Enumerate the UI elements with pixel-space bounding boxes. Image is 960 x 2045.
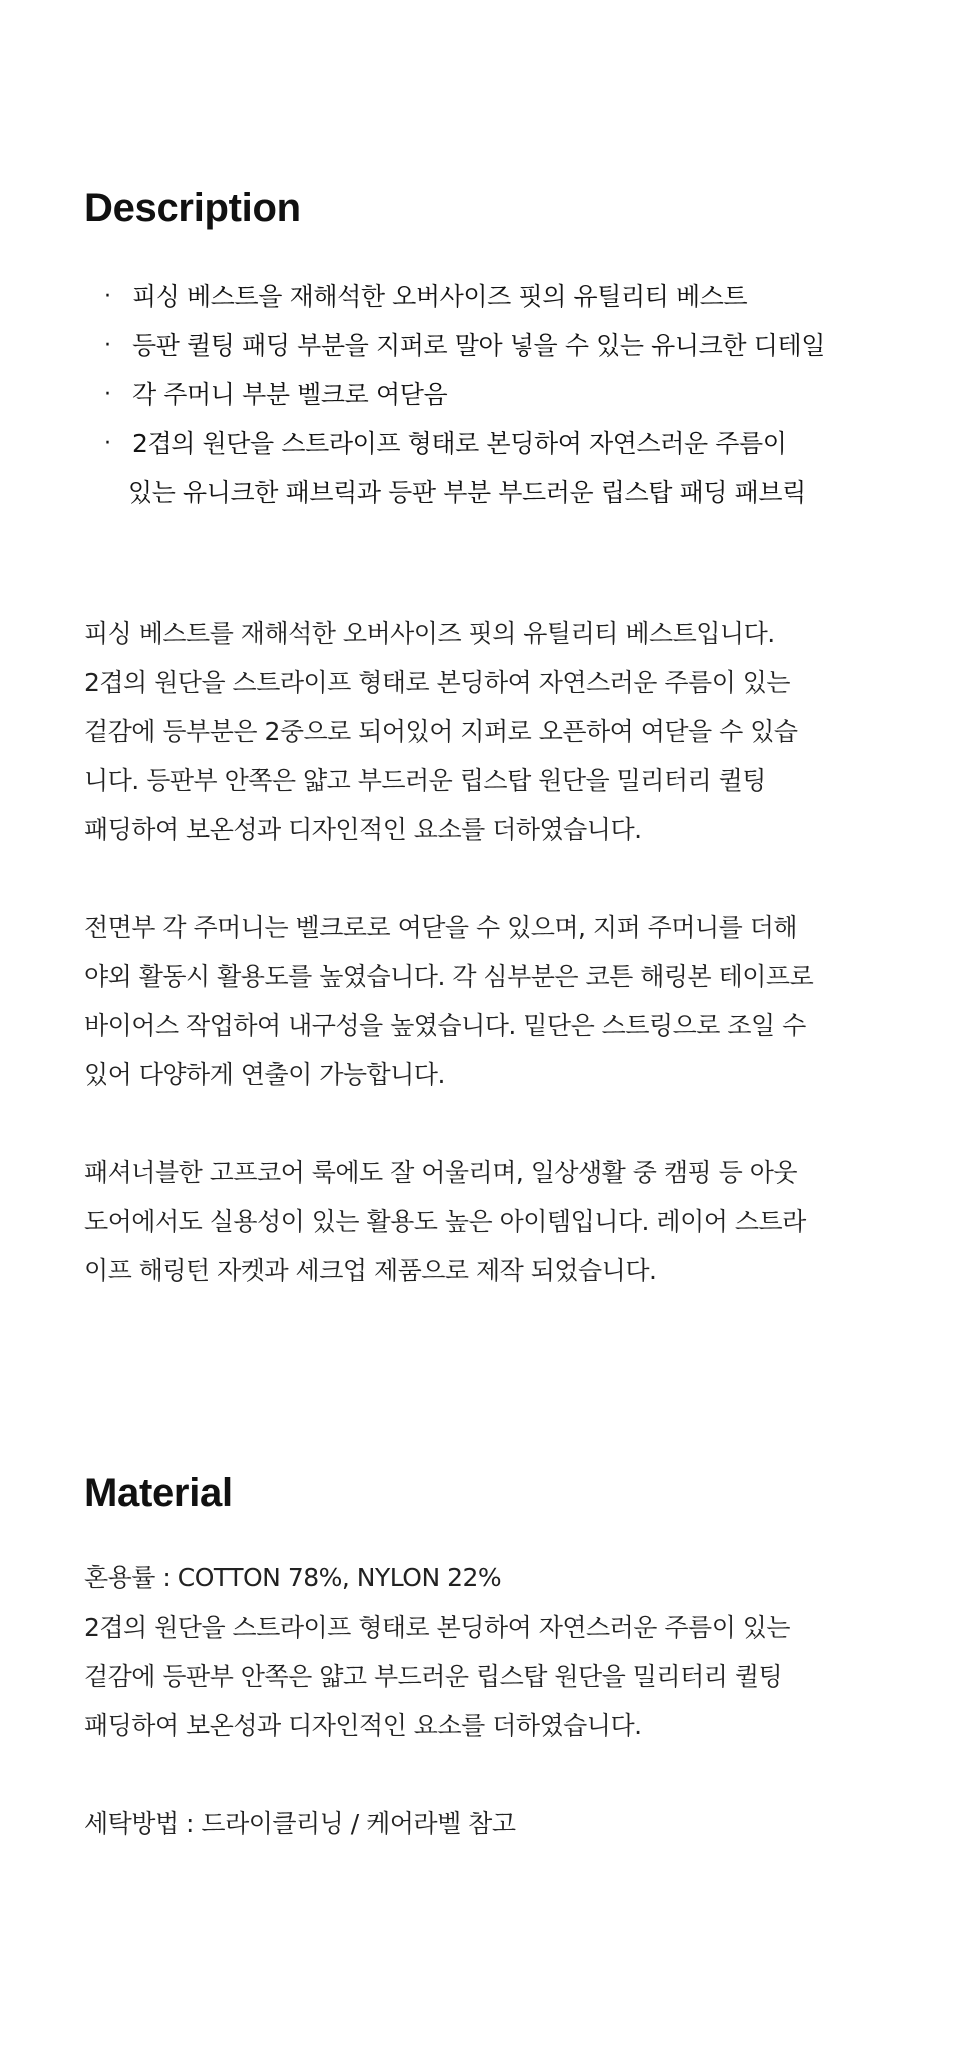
paragraph-line: 패셔너블한 고프코어 룩에도 잘 어울리며, 일상생활 중 캠핑 등 아웃 [84,1158,798,1187]
feature-item [104,321,904,370]
paragraph-line: 야외 활동시 활용도를 높였습니다. 각 심부분은 코튼 해링본 테이프로 [84,962,814,991]
paragraph-line: 패딩하여 보온성과 디자인적인 요소를 더하였습니다. [84,1711,642,1740]
material-heading: Material [84,1471,233,1515]
paragraph-line: 이프 해링턴 자켓과 세크업 제품으로 제작 되었습니다. [84,1256,657,1285]
paragraph-line: 2겹의 원단을 스트라이프 형태로 본딩하여 자연스러운 주름이 있는 [84,1613,791,1642]
feature-list [104,272,904,517]
bullet-marker: · [104,333,111,358]
bullet-marker: · [104,431,111,456]
description-paragraph [84,903,904,1099]
spacer [84,1750,904,1799]
feature-text: 피싱 베스트을 재해석한 오버사이즈 핏의 유틸리티 베스트 [132,282,748,311]
description-paragraph [84,1148,904,1295]
paragraph-line: 겉감에 등부분은 2중으로 되어있어 지퍼로 오픈하여 여닫을 수 있습 [84,717,798,746]
bullet-marker: · [104,382,111,407]
bullet-marker: · [104,284,111,309]
paragraph-line: 니다. 등판부 안쪽은 얇고 부드러운 립스탑 원단을 밀리터리 퀼팅 [84,766,766,795]
paragraph-line: 피싱 베스트를 재해석한 오버사이즈 핏의 유틸리티 베스트입니다. [84,619,775,648]
feature-item [104,419,904,517]
paragraph-line: 전면부 각 주머니는 벨크로로 여닫을 수 있으며, 지퍼 주머니를 더해 [84,913,798,942]
paragraph-line: 2겹의 원단을 스트라이프 형태로 본딩하여 자연스러운 주름이 있는 [84,668,791,697]
material-composition: 혼용률 : COTTON 78%, NYLON 22% [84,1563,502,1592]
care-instructions: 세탁방법 : 드라이클리닝 / 케어라벨 참고 [84,1809,516,1838]
description-heading: Description [84,186,301,230]
description-paragraph [84,609,904,854]
paragraph-line: 패딩하여 보온성과 디자인적인 요소를 더하였습니다. [84,815,642,844]
feature-text: 각 주머니 부분 벨크로 여닫음 [132,380,448,409]
feature-item [104,272,904,321]
paragraph-line: 도어에서도 실용성이 있는 활용도 높은 아이템입니다. 레이어 스트라 [84,1207,806,1236]
material-body [84,1553,904,1848]
feature-item [104,370,904,419]
paragraph-line: 겉감에 등판부 안쪽은 얇고 부드러운 립스탑 원단을 밀리터리 퀼팅 [84,1662,783,1691]
paragraph-line: 있어 다양하게 연출이 가능합니다. [84,1060,445,1089]
description-body [84,609,904,1344]
feature-text-continued: 있는 유니크한 패브릭과 등판 부분 부드러운 립스탑 패딩 패브릭 [128,478,806,507]
material-paragraph [84,1603,904,1750]
paragraph-line: 바이어스 작업하여 내구성을 높였습니다. 밑단은 스트링으로 조일 수 [84,1011,806,1040]
feature-text: 2겹의 원단을 스트라이프 형태로 본딩하여 자연스러운 주름이 [132,429,787,458]
feature-text: 등판 퀼팅 패딩 부분을 지퍼로 말아 넣을 수 있는 유니크한 디테일 [132,331,825,360]
